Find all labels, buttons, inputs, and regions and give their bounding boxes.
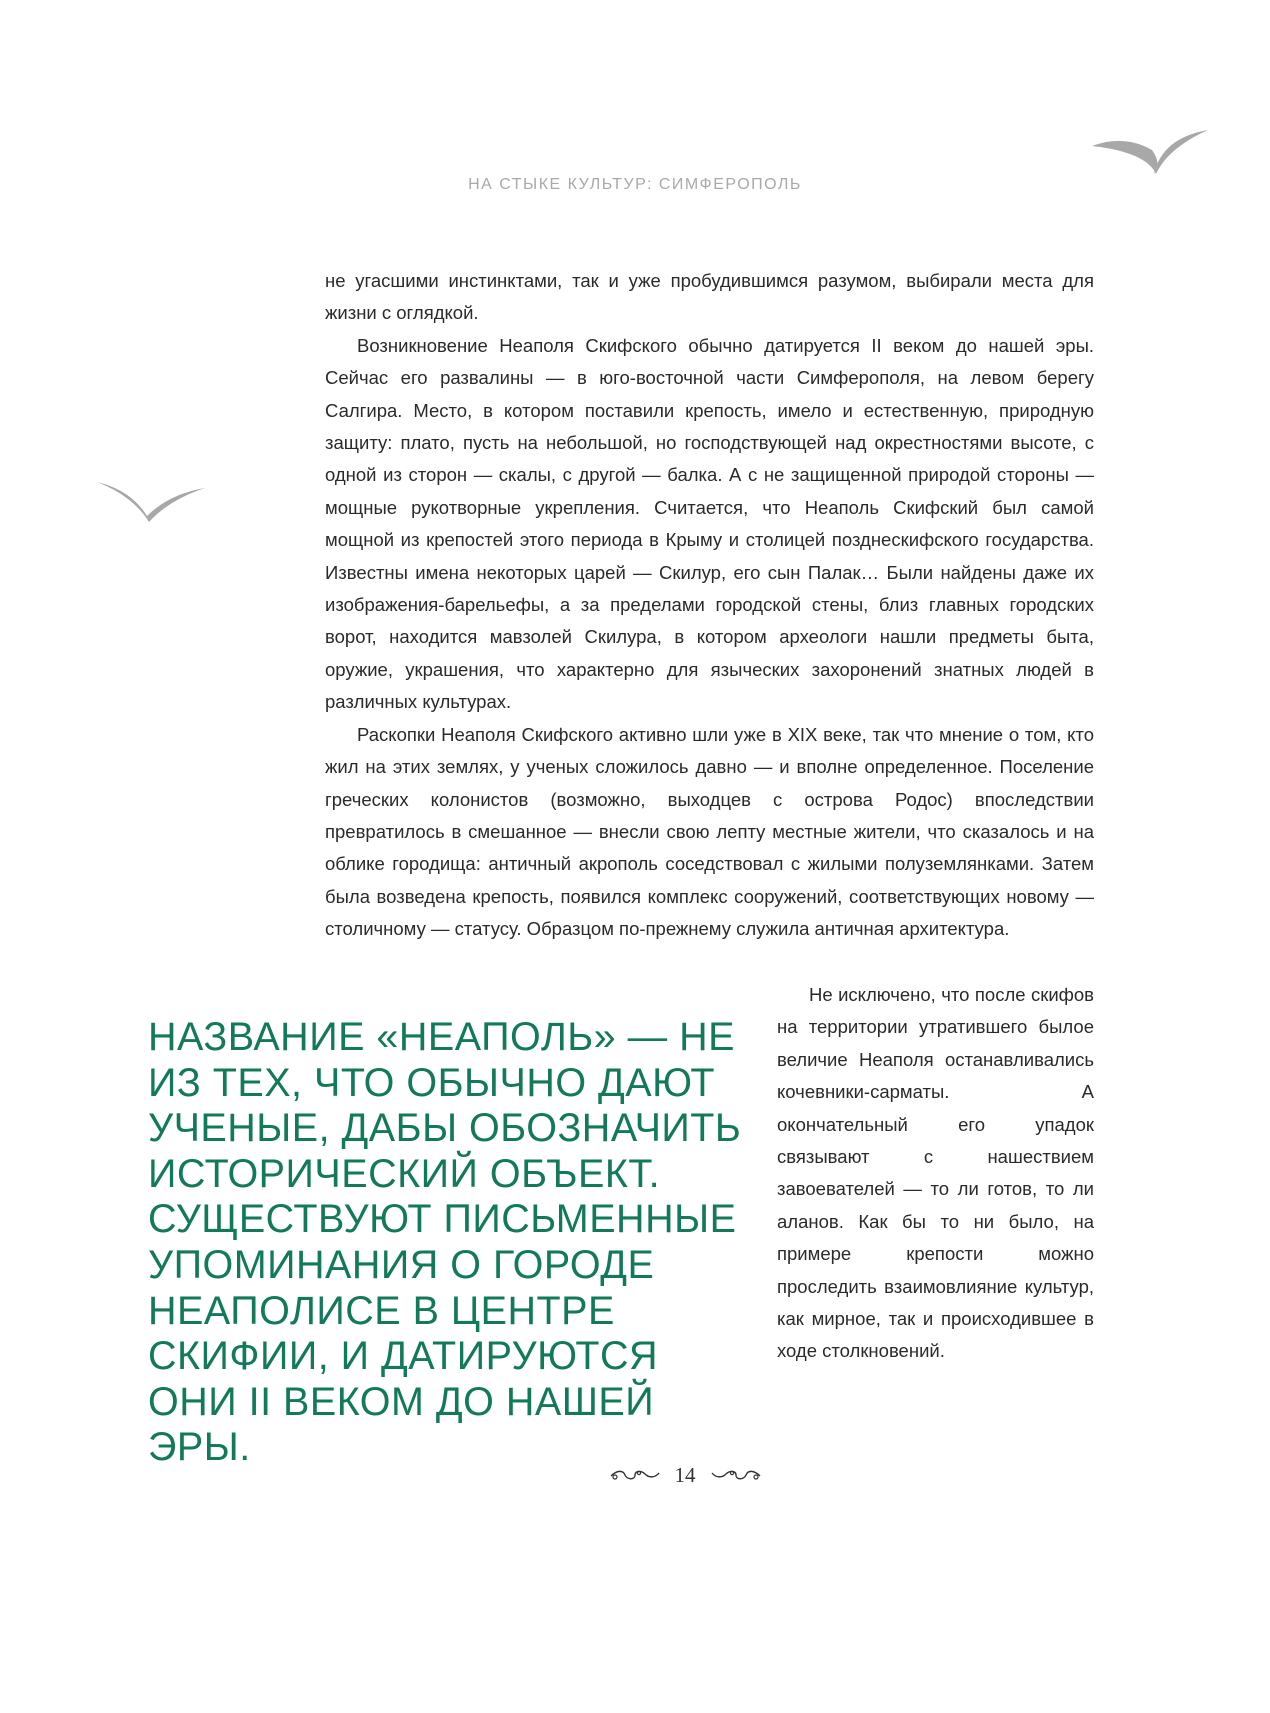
side-column-text: Не исключено, что после скифов на территории утратившего былое величие Неаполя останавливались кочевники-сарматы. А окончательный его упадок связывают с нашествием завоевателей — то ли готов, то ли аланов. Как бы то ни было, на примере крепости можно проследить взаимовлияние культур, как мирное, так и происходившее в ходе столкновений. [777, 984, 1094, 1362]
paragraph: не угасшими инстинктами, так и уже пробудившимся разумом, выбирали места для жизни с оглядкой. [325, 270, 1094, 324]
main-body-text [325, 265, 1094, 946]
running-head: НА СТЫКЕ КУЛЬТУР: СИМФЕРОПОЛЬ [468, 176, 802, 193]
folio [590, 1460, 780, 1490]
seagull-ornament-left-icon [95, 476, 207, 524]
paragraph: Возникновение Неаполя Скифского обычно датируется II веком до нашей эры. Сейчас его развалины — в юго-восточной части Симферополя, на левом берегу Салгира. Место, в котором поставили крепость, имело и естественную, природную защиту: плато, пусть на небольшой, но господствующей над окрестностями высоте, с одной из сторон — скалы, с другой — балка. А с не защищенной природой стороны — мощные рукотворные укрепления. Считается, что Неаполь Скифский был самой мощной из крепостей этого периода в Крыму и столицей позднескифского государства. Известны имена некоторых царей — Скилур, его сын Палак… Были найдены даже их изображения-барельефы, а за пределами городской стены, близ главных городских ворот, находится мавзолей Скилура, в котором археологи нашли предметы быта, оружие, украшения, что характерно для языческих захоронений знатных людей в различных культурах. [325, 334, 1094, 713]
pull-quote: НАЗВАНИЕ «НЕАПОЛЬ» — НЕ ИЗ ТЕХ, ЧТО ОБЫЧНО ДАЮТ УЧЕНЫЕ, ДАБЫ ОБОЗНАЧИТЬ ИСТОРИЧЕСКИЙ ОБЪЕКТ. СУЩЕСТВУЮТ ПИСЬМЕННЫЕ УПОМИНАНИЯ О ГОРОДЕ НЕАПОЛИСЕ В ЦЕНТРЕ СКИФИИ, И ДАТИРУЮТСЯ ОНИ II ВЕКОМ ДО НАШЕЙ ЭРЫ. [148, 1015, 742, 1470]
paragraph: Раскопки Неаполя Скифского активно шли уже в XIX веке, так что мнение о том, кто жил на этих землях, у ученых сложилось давно — и вполне определенное. Поселение греческих колонистов (возможно, выходцев с острова Родос) впоследствии превратилось в смешанное — внесли свою лепту местные жители, что сказалось и на облике городища: античный акрополь соседствовал с жилыми полуземлянками. Затем была возведена крепость, появился комплекс сооружений, соответствующих новому — столичному — статусу. Образцом по-прежнему служила античная архитектура. [325, 723, 1094, 940]
flourish-right-icon [710, 1468, 762, 1482]
seagull-ornament-top-icon [1090, 128, 1210, 176]
flourish-left-icon [609, 1468, 661, 1482]
page-number: 14 [674, 1462, 696, 1487]
